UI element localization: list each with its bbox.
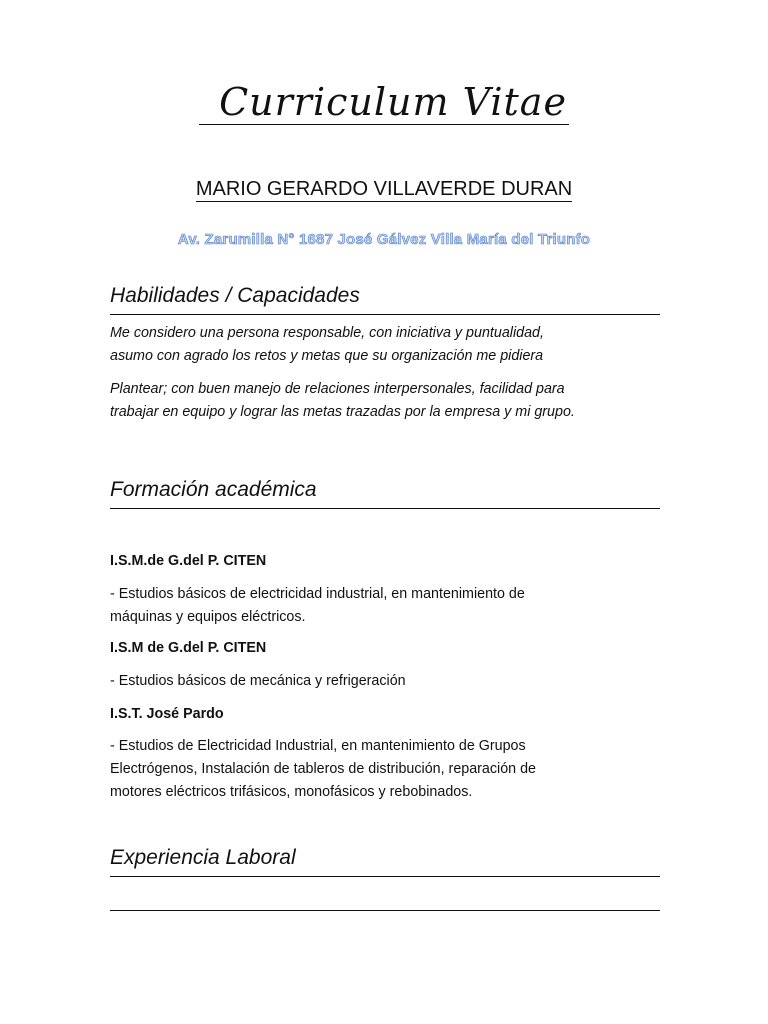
education-institution-3: I.S.T. José Pardo bbox=[110, 706, 224, 722]
candidate-name bbox=[0, 174, 768, 204]
education-heading: Formación académica bbox=[110, 475, 660, 509]
skills-paragraph-1 bbox=[110, 322, 670, 368]
education-description-1-line-2: máquinas y equipos eléctricos. bbox=[110, 609, 306, 625]
education-description-1-line-1: - Estudios básicos de electricidad industrial, en mantenimiento de bbox=[110, 586, 525, 602]
experience-divider bbox=[110, 910, 660, 911]
skills-paragraph-2 bbox=[110, 378, 670, 424]
education-description-1 bbox=[110, 583, 670, 629]
education-description-3 bbox=[110, 735, 670, 804]
candidate-address: Av. Zarumilla N° 1687 José Gálvez Villa María del Triunfo bbox=[177, 231, 591, 248]
education-description-2 bbox=[110, 670, 670, 693]
document-title-text: Curriculum Vitae bbox=[199, 80, 569, 125]
skills-paragraph-2-line-1: Plantear; con buen manejo de relaciones interpersonales, facilidad para bbox=[110, 381, 565, 397]
education-description-3-line-2: Electrógenos, Instalación de tableros de distribución, reparación de bbox=[110, 761, 536, 777]
experience-heading: Experiencia Laboral bbox=[110, 843, 660, 877]
document-title bbox=[0, 74, 768, 130]
education-description-3-line-3: motores eléctricos trifásicos, monofásicos y rebobinados. bbox=[110, 784, 473, 800]
skills-heading: Habilidades / Capacidades bbox=[110, 281, 660, 315]
skills-paragraph-2-line-2: trabajar en equipo y lograr las metas trazadas por la empresa y mi grupo. bbox=[110, 404, 575, 420]
education-description-3-line-1: - Estudios de Electricidad Industrial, en mantenimiento de Grupos bbox=[110, 738, 526, 754]
education-institution-1: I.S.M.de G.del P. CITEN bbox=[110, 553, 267, 569]
education-description-2-line-1: - Estudios básicos de mecánica y refrigeración bbox=[110, 673, 406, 689]
skills-paragraph-1-line-1: Me considero una persona responsable, con iniciativa y puntualidad, bbox=[110, 325, 544, 341]
skills-paragraph-1-line-2: asumo con agrado los retos y metas que su organización me pidiera bbox=[110, 348, 544, 364]
education-institution-2: I.S.M de G.del P. CITEN bbox=[110, 640, 267, 656]
candidate-name-text: MARIO GERARDO VILLAVERDE DURAN bbox=[195, 178, 573, 200]
